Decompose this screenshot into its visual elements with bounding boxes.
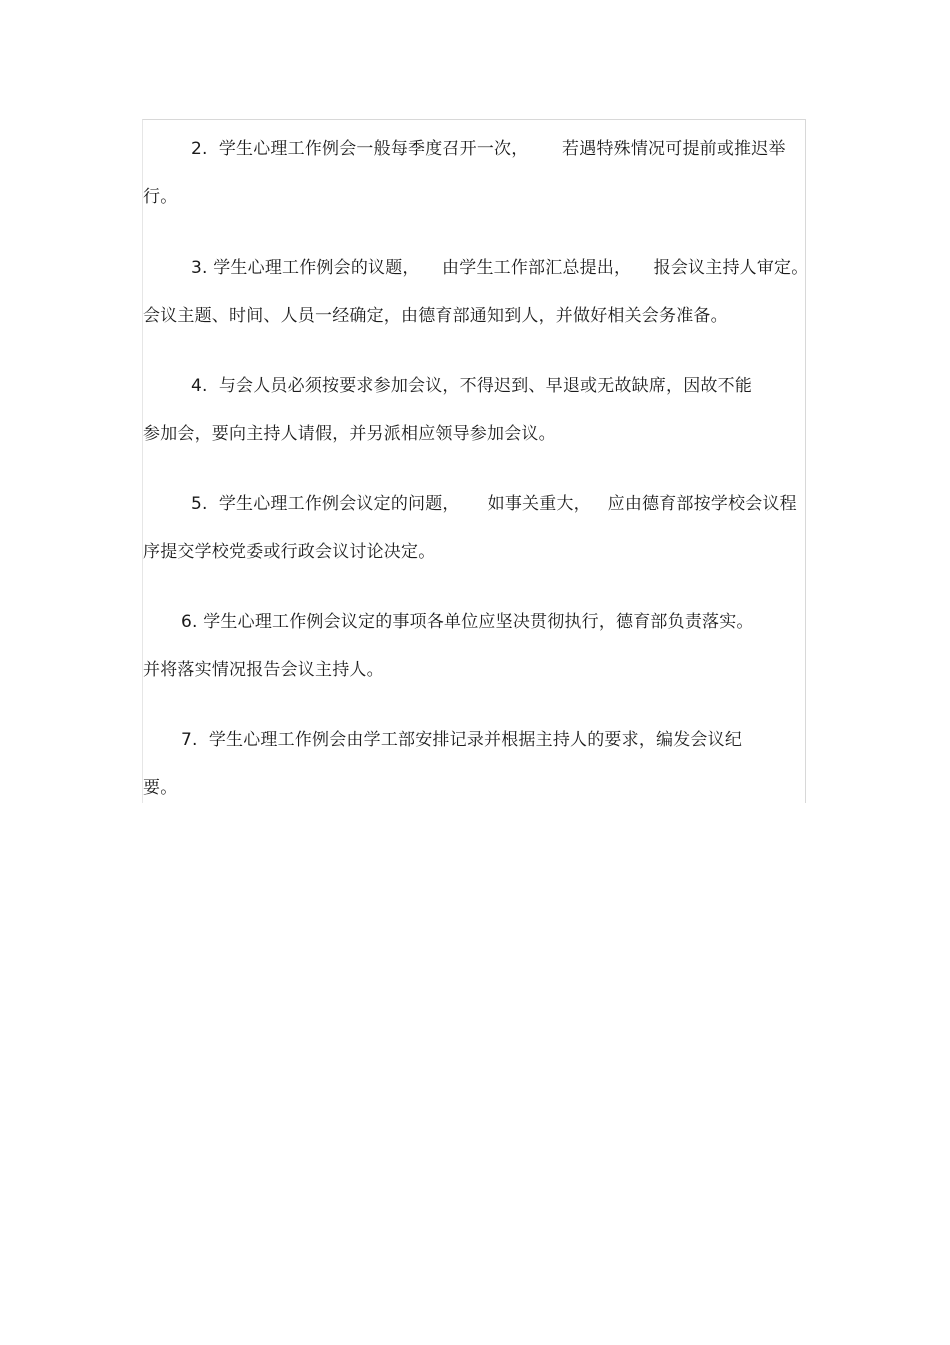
paragraph-4-line-2: 参加会，要向主持人请假，并另派相应领导参加会议。 <box>143 424 556 444</box>
paragraph-7-line-1: 7. 学生心理工作例会由学工部安排记录并根据主持人的要求，编发会议纪 <box>181 730 743 750</box>
paragraph-3-line-2: 会议主题、时间、人员一经确定，由德育部通知到人，并做好相关会务准备。 <box>143 306 728 326</box>
paragraph-6-line-2: 并将落实情况报告会议主持人。 <box>143 660 384 680</box>
paragraph-4-line-1: 4. 与会人员必须按要求参加会议，不得迟到、早退或无故缺席，因故不能 <box>191 376 753 396</box>
paragraph-2-line-1: 2. 学生心理工作例会一般每季度召开一次， 若遇特殊情况可提前或推迟举 <box>191 139 786 159</box>
paragraph-6-line-1: 6. 学生心理工作例会议定的事项各单位应坚决贯彻执行，德育部负责落实。 <box>181 612 754 632</box>
page-frame <box>142 119 809 803</box>
paragraph-5-line-2: 序提交学校党委或行政会议讨论决定。 <box>143 542 436 562</box>
paragraph-7-line-2: 要。 <box>143 778 178 798</box>
paragraph-2-line-2: 行。 <box>143 187 178 207</box>
paragraph-5-line-1: 5. 学生心理工作例会议定的问题， 如事关重大， 应由德育部按学校会议程 <box>191 494 797 514</box>
paragraph-3-line-1: 3. 学生心理工作例会的议题， 由学生工作部汇总提出， 报会议主持人审定。 <box>191 258 809 278</box>
